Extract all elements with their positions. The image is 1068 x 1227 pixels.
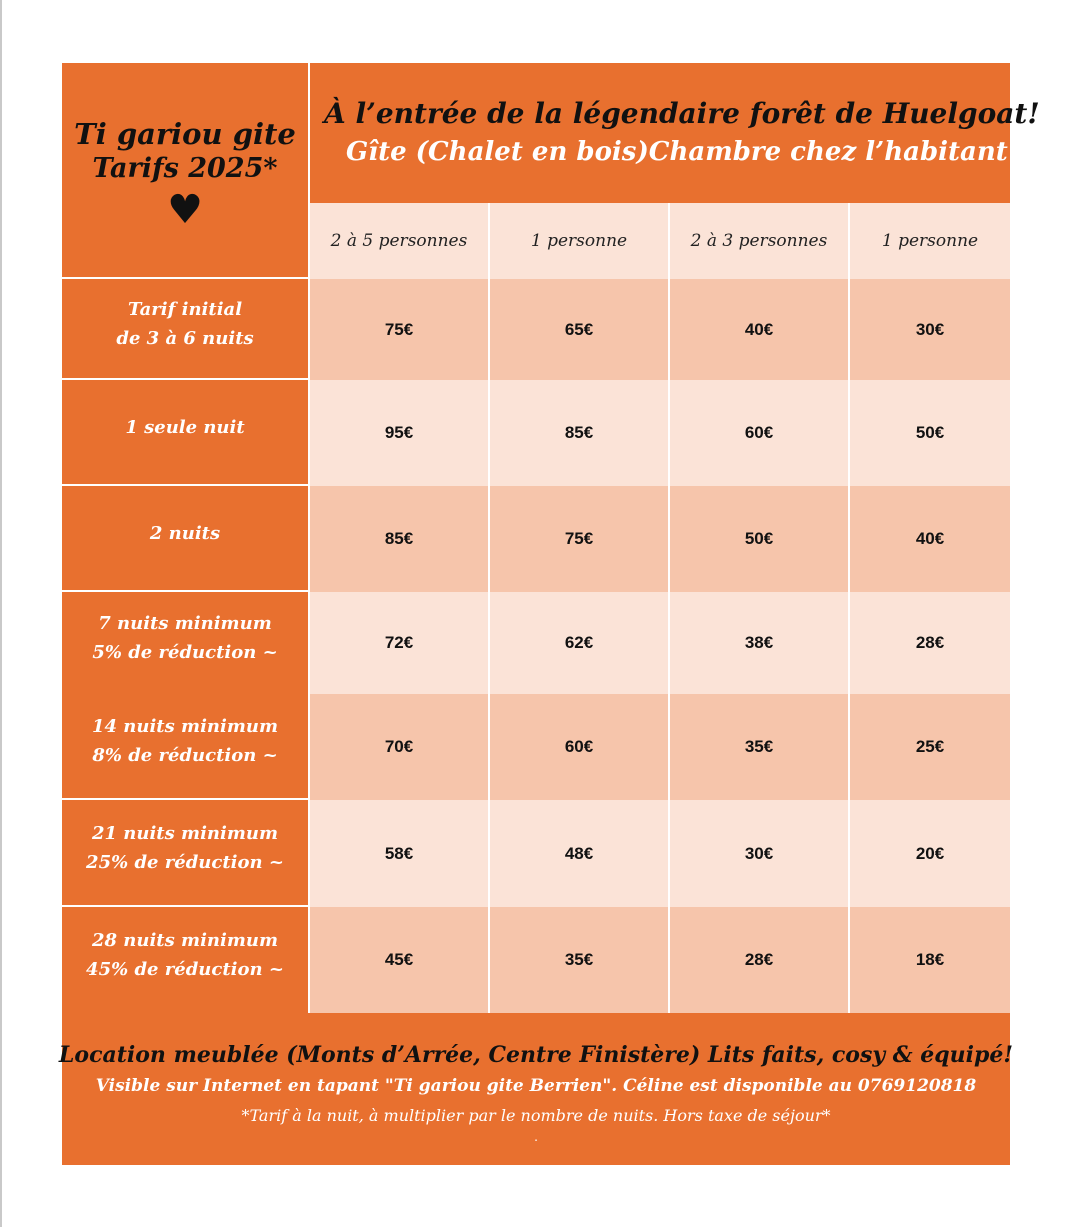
row-label <box>62 694 310 800</box>
price-cell: 28€ <box>670 907 850 1013</box>
footer-dot: . <box>534 1130 538 1144</box>
price-cell: 25€ <box>850 694 1010 800</box>
price-cell: 85€ <box>490 380 670 486</box>
row-label-line: 5% de réduction ~ <box>92 642 278 663</box>
brand-name: Ti gariou gite <box>74 117 296 151</box>
price-cell: 35€ <box>490 907 670 1013</box>
footer <box>58 1015 1014 1165</box>
price-cell: 20€ <box>850 800 1010 907</box>
price-cell: 75€ <box>310 279 490 380</box>
price-cell: 50€ <box>850 380 1010 486</box>
row-label <box>62 907 310 1013</box>
price-cell: 85€ <box>310 486 490 592</box>
price-cell: 75€ <box>490 486 670 592</box>
group-header-gite: Gîte (Chalet en bois) <box>346 137 649 167</box>
price-cell: 40€ <box>670 279 850 380</box>
column-header: 1 personne <box>490 203 670 279</box>
price-cell: 45€ <box>310 907 490 1013</box>
price-cell: 30€ <box>850 279 1010 380</box>
row-label <box>62 800 310 907</box>
price-cell: 40€ <box>850 486 1010 592</box>
price-cell: 60€ <box>670 380 850 486</box>
page-edge <box>0 0 2 1227</box>
row-label-line: 7 nuits minimum <box>98 613 272 634</box>
price-cell: 30€ <box>670 800 850 907</box>
price-cell: 35€ <box>670 694 850 800</box>
row-label-line: 21 nuits minimum <box>91 822 279 844</box>
price-cell: 50€ <box>670 486 850 592</box>
column-header: 2 à 5 personnes <box>310 203 490 279</box>
column-header: 2 à 3 personnes <box>670 203 850 279</box>
header-band <box>310 63 1040 203</box>
group-header-chambre: Chambre chez l’habitant <box>648 137 1008 167</box>
price-cell: 38€ <box>670 592 850 694</box>
price-cell: 72€ <box>310 592 490 694</box>
price-cell: 62€ <box>490 592 670 694</box>
tariff-table <box>62 63 1040 1013</box>
row-label <box>62 592 310 694</box>
price-cell: 95€ <box>310 380 490 486</box>
brand-block <box>62 63 310 279</box>
footer-headline: Location meublée (Monts d’Arrée, Centre Finistère) Lits faits, cosy & équipé! <box>58 1042 1014 1068</box>
group-headers <box>324 133 1008 171</box>
row-label-line: de 3 à 6 nuits <box>116 327 254 349</box>
tagline: À l’entrée de la légendaire forêt de Huelgoat! <box>324 97 1040 130</box>
row-label <box>62 279 310 380</box>
row-label-line: 8% de réduction ~ <box>92 745 278 766</box>
row-label-line: 45% de réduction ~ <box>86 959 284 980</box>
price-cell: 60€ <box>490 694 670 800</box>
row-label-line: 25% de réduction ~ <box>86 851 284 873</box>
brand-subtitle: Tarifs 2025* <box>92 153 278 184</box>
footer-note: *Tarif à la nuit, à multiplier par le nombre de nuits. Hors taxe de séjour* <box>241 1106 831 1125</box>
price-cell: 18€ <box>850 907 1010 1013</box>
footer-contact: Visible sur Internet en tapant "Ti gariou gite Berrien". Céline est disponible au 0769120818 <box>95 1076 977 1096</box>
price-cell: 65€ <box>490 279 670 380</box>
row-label <box>62 486 310 592</box>
column-header: 1 personne <box>850 203 1010 279</box>
row-label-line: Tarif initial <box>127 298 243 320</box>
row-label-line: 28 nuits minimum <box>91 930 279 951</box>
row-label-line: 1 seule nuit <box>125 416 245 438</box>
price-cell: 58€ <box>310 800 490 907</box>
row-label-line: 14 nuits minimum <box>91 716 279 737</box>
heart-icon: ♥ <box>167 186 203 233</box>
row-label <box>62 380 310 486</box>
price-cell: 48€ <box>490 800 670 907</box>
price-cell: 28€ <box>850 592 1010 694</box>
price-cell: 70€ <box>310 694 490 800</box>
tariff-sheet <box>58 63 1040 1165</box>
row-label-line: 2 nuits <box>149 522 221 544</box>
